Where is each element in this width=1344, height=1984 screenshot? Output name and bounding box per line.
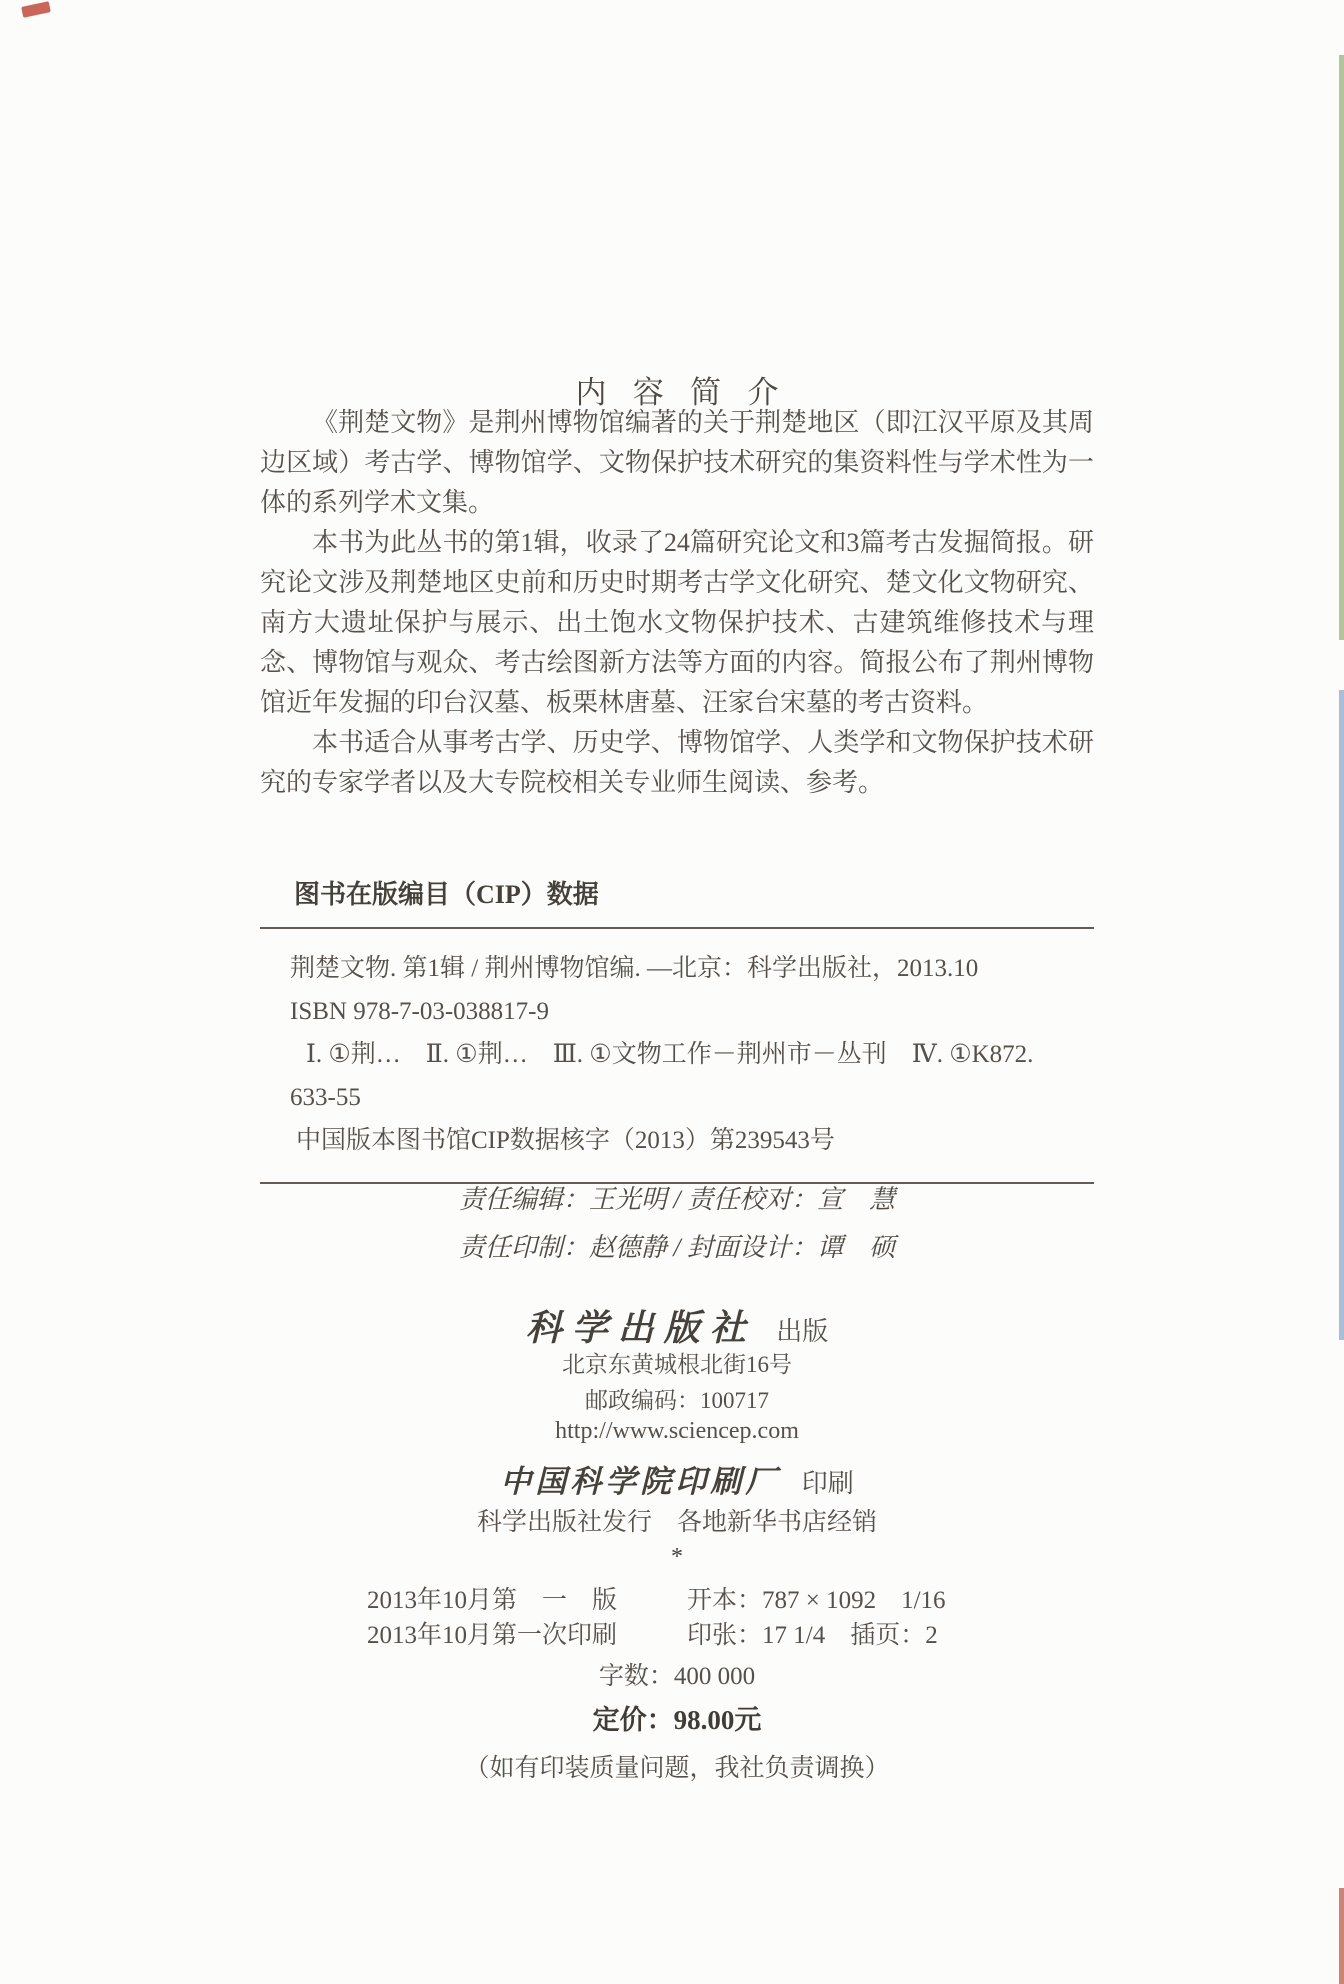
edition-format: 开本：787 × 1092 1/16 — [687, 1587, 946, 1614]
cip-line-registration: 中国版本图书馆CIP数据核字（2013）第239543号 — [296, 1127, 835, 1154]
credits-line-printing: 责任印制：赵德静 / 封面设计：谭 硕 — [458, 1233, 896, 1262]
cip-line-title: 荆楚文物. 第1辑 / 荆州博物馆编. —北京：科学出版社，2013.10 — [290, 955, 979, 982]
cip-line-classification-cont: 633-55 — [290, 1084, 361, 1111]
cip-line-isbn: ISBN 978-7-03-038817-9 — [290, 998, 550, 1025]
scan-edge-strip-green — [1339, 55, 1344, 640]
edition-row — [260, 1580, 1094, 1615]
publisher-logotype: 科学出版社 — [525, 1308, 756, 1348]
cip-line-classification: Ⅰ. ①荆… Ⅱ. ①荆… Ⅲ. ①文物工作－荆州市－丛刊 Ⅳ. ①K872. — [306, 1041, 1034, 1068]
printing-sheets: 印张：17 1/4 插页：2 — [687, 1622, 938, 1649]
word-count: 字数：400 000 — [598, 1663, 756, 1690]
publisher-postcode: 邮政编码：100717 — [585, 1388, 769, 1413]
intro-section — [260, 403, 1094, 803]
printer-role-label: 印刷 — [801, 1469, 854, 1498]
cip-header: 图书在版编目（CIP）数据 — [260, 868, 1094, 929]
intro-paragraph: 本书为此丛书的第1辑，收录了24篇研究论文和3篇考古发掘简报。研究论文涉及荆楚地区史前和历史时期考古学文化研究、楚文化文物研究、南方大遗址保护与展示、出土饱水文物保护技术、古建筑维修技术与理念、博物馆与观众、考古绘图新方法等方面的内容。简报公布了荆州博物馆近年发掘的印台汉墓、板栗林唐墓、汪家台宋墓的考古资料。 — [260, 528, 1094, 717]
price: 定价：98.00元 — [592, 1705, 762, 1735]
publisher-address: 北京东黄城根北街16号 — [562, 1352, 792, 1377]
scan-edge-strip-blue — [1339, 690, 1344, 1340]
cip-body — [260, 929, 1094, 1184]
publisher-line — [260, 1300, 1094, 1346]
publisher-role-label: 出版 — [776, 1317, 829, 1346]
scan-edge-strip-red — [1339, 1888, 1344, 1984]
intro-paragraph: 本书适合从事考古学、历史学、博物馆学、人类学和文物保护技术研究的专家学者以及大专院校相关专业师生阅读、参考。 — [260, 728, 1094, 797]
separator-star: * — [671, 1544, 683, 1570]
printer-line — [260, 1456, 1094, 1502]
cip-section — [260, 868, 1094, 1184]
page-title: 内容简介 — [575, 374, 805, 410]
printing-date: 2013年10月第一次印刷 — [367, 1622, 618, 1649]
publisher-website: http://www.sciencep.com — [555, 1418, 799, 1444]
distribution-line: 科学出版社发行 各地新华书店经销 — [476, 1509, 877, 1536]
colophon-section — [260, 1300, 1094, 1784]
edition-date: 2013年10月第 一 版 — [367, 1587, 618, 1614]
intro-paragraph: 《荆楚文物》是荆州博物馆编著的关于荆楚地区（即江汉平原及其周边区域）考古学、博物馆学、文物保护技术研究的集资料性与学术性为一体的系列学术文集。 — [260, 408, 1094, 517]
credits-line-editors: 责任编辑：王光明 / 责任校对：宣 慧 — [458, 1185, 896, 1214]
printing-row — [260, 1615, 1094, 1650]
credits-section — [260, 1176, 1094, 1272]
printer-logotype: 中国科学院印刷厂 — [500, 1464, 781, 1499]
quality-notice: （如有印装质量问题，我社负责调换） — [464, 1755, 890, 1782]
scan-corner-mark — [21, 1, 51, 18]
